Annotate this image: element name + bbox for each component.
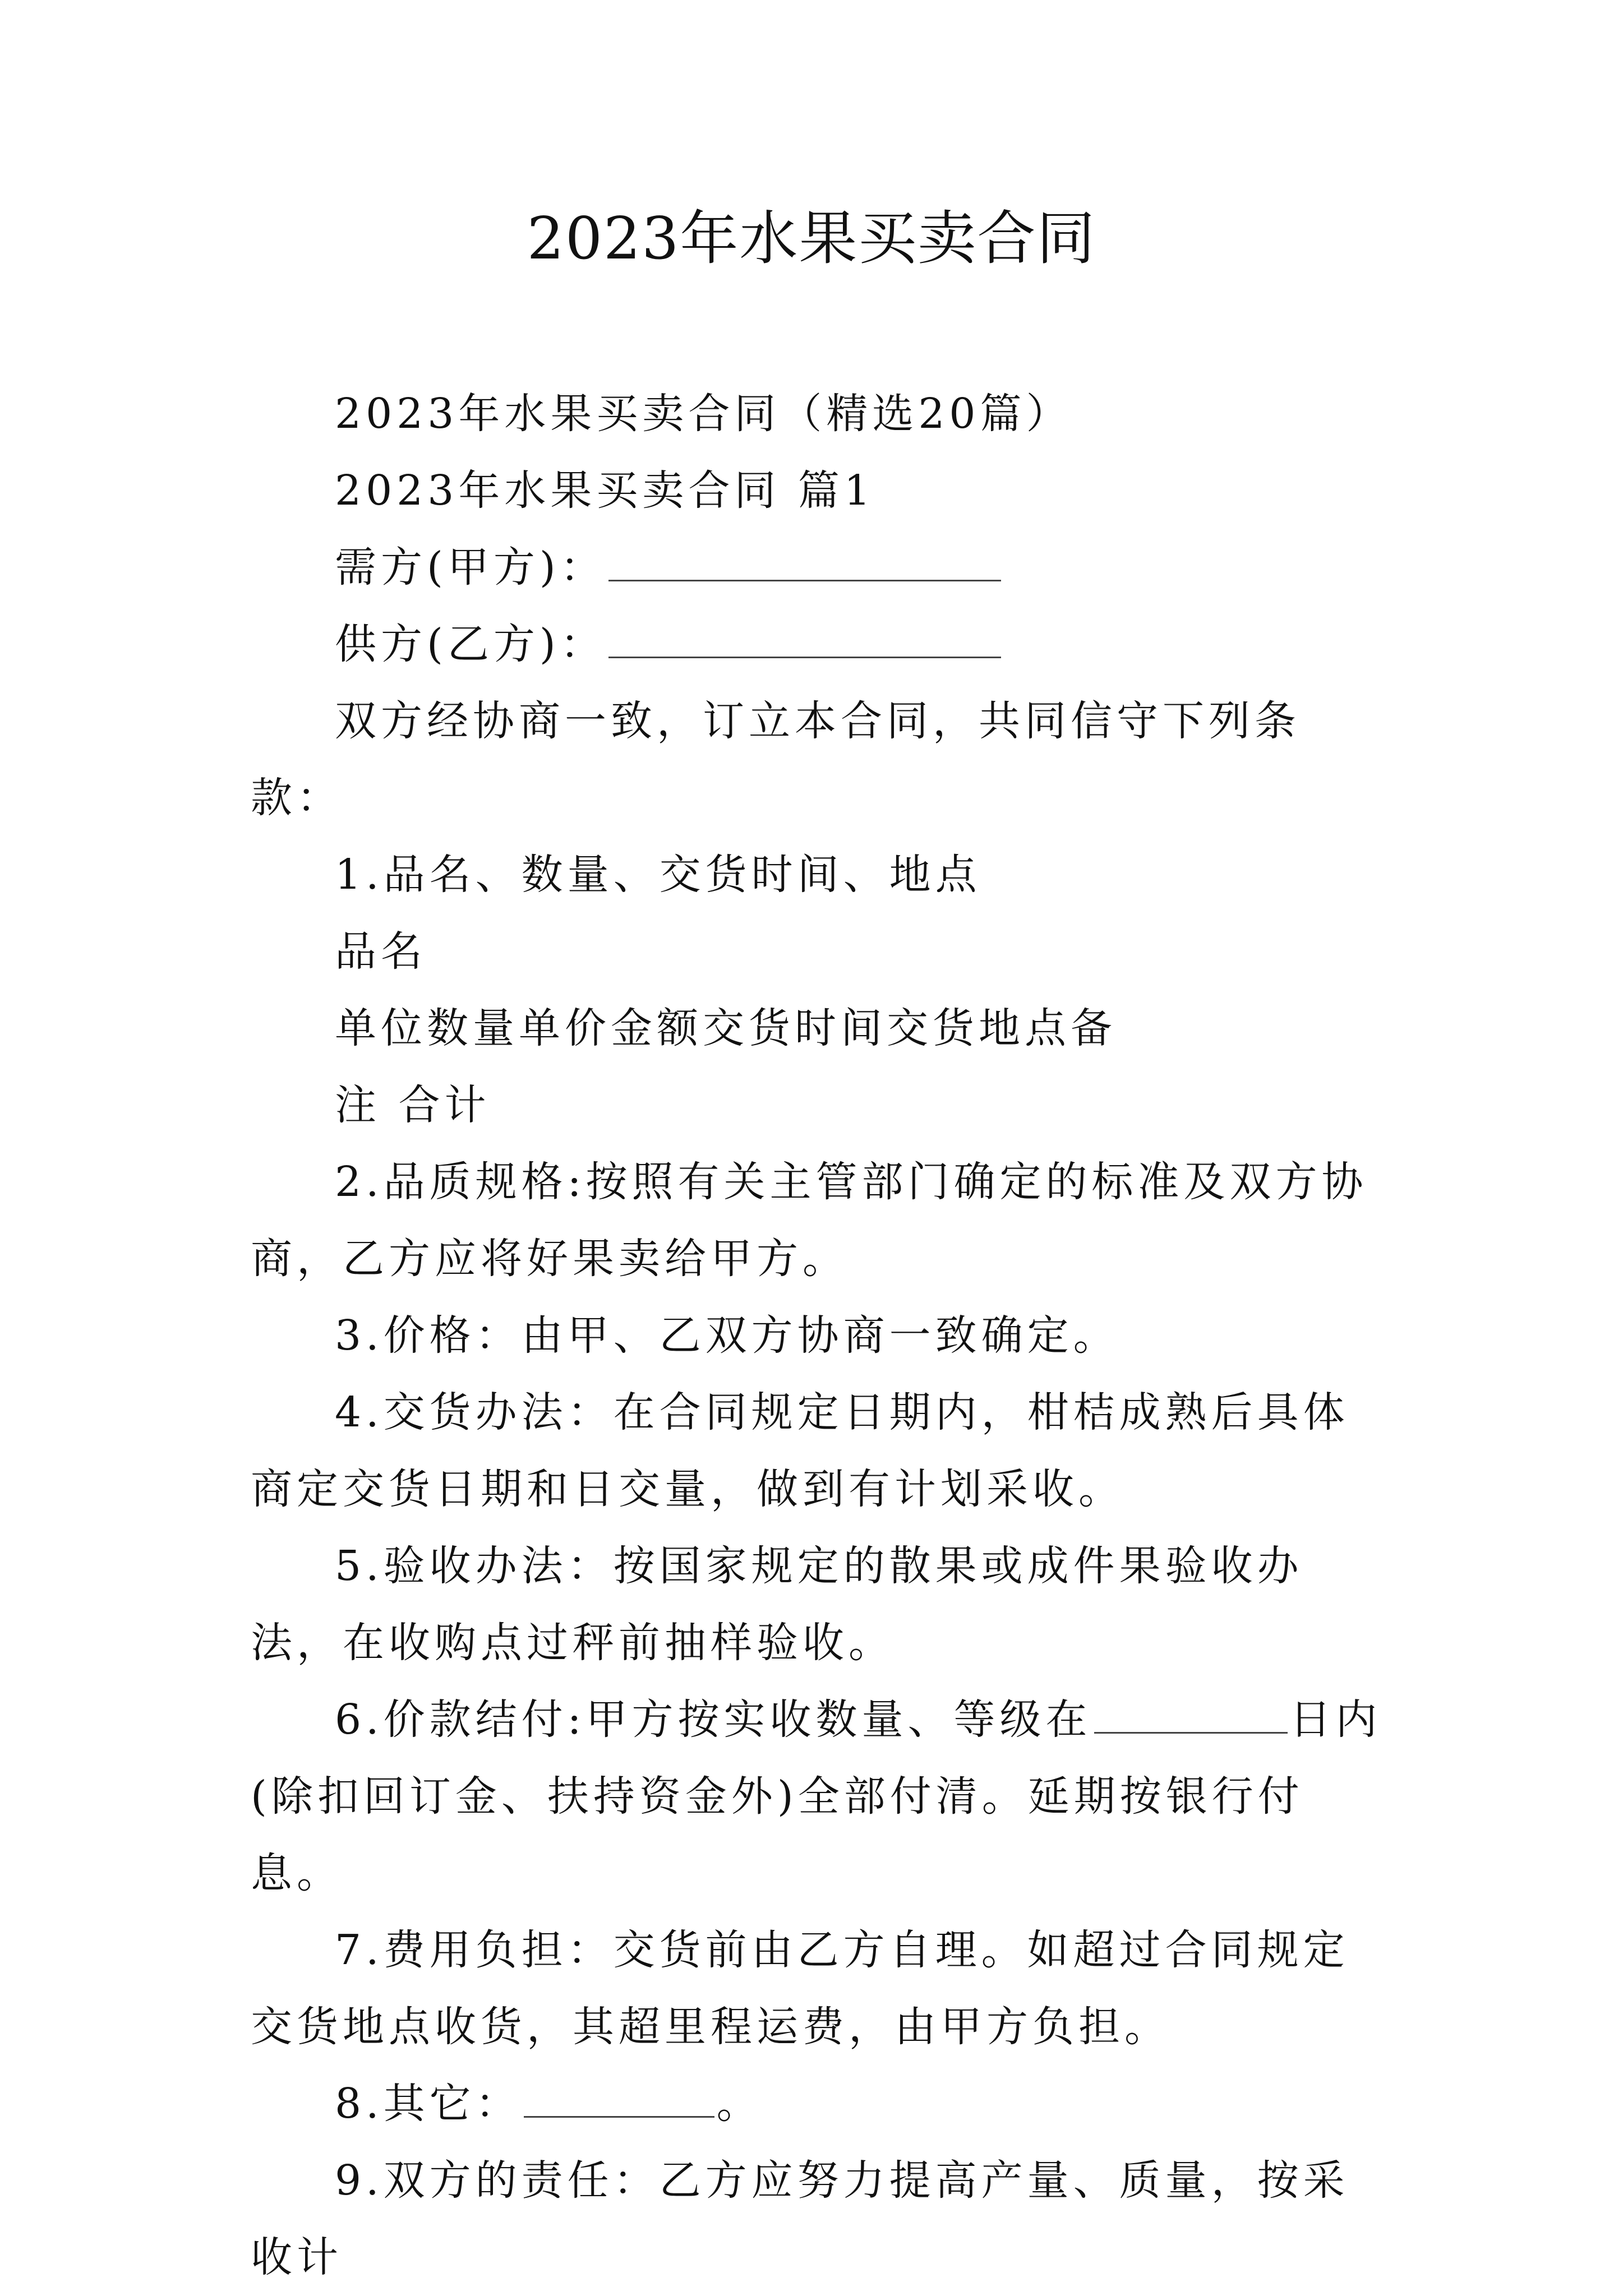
clause-8-blank <box>524 2105 714 2118</box>
party-b-line <box>251 606 1384 683</box>
clause-8 <box>251 2066 1384 2142</box>
party-a-line <box>251 529 1384 606</box>
clause-8-before: 8.其它： <box>335 2080 522 2128</box>
document-title: 2023年水果买卖合同 <box>527 204 1096 272</box>
clause-6-after: 日内(除扣回订金、扶持资金外)全部付清。延期按银行付息。 <box>251 1696 1382 1897</box>
clause-2: 2.品质规格:按照有关主管部门确定的标准及双方协商，乙方应将好果卖给甲方。 <box>251 1158 1368 1283</box>
subtitle: 2023年水果买卖合同（精选20篇） <box>335 390 1072 438</box>
document-body <box>251 376 1384 2296</box>
clause-8-after: 。 <box>716 2080 763 2128</box>
intro-paragraph: 双方经协商一致，订立本合同，共同信守下列条款： <box>251 697 1301 822</box>
clause-1-row-2: 单位数量单价金额交货时间交货地点备 <box>335 1004 1117 1052</box>
clause-3: 3.价格：由甲、乙双方协商一致确定。 <box>335 1311 1119 1360</box>
clause-1-row-3: 注 合计 <box>335 1081 491 1129</box>
party-b-blank <box>608 645 1001 658</box>
section-heading: 2023年水果买卖合同 篇1 <box>335 466 875 515</box>
party-b-label: 供方(乙方)： <box>335 620 606 668</box>
clause-5: 5.验收办法：按国家规定的散果或成件果验收办法，在收购点过秤前抽样验收。 <box>251 1542 1303 1667</box>
clause-7: 7.费用负担：交货前由乙方自理。如超过合同规定交货地点收货，其超里程运费，由甲方负担。 <box>251 1926 1349 2051</box>
clause-1: 1.品名、数量、交货时间、地点 <box>335 851 981 899</box>
clause-6 <box>251 1681 1384 1912</box>
party-a-blank <box>608 569 1001 581</box>
party-a-label: 需方(甲方)： <box>335 543 606 592</box>
clause-9: 9.双方的责任：乙方应努力提高产量、质量，按采收计 <box>251 2156 1349 2281</box>
clause-6-before: 6.价款结付:甲方按实收数量、等级在 <box>335 1696 1092 1744</box>
clause-6-blank <box>1094 1721 1288 1734</box>
clause-4: 4.交货办法：在合同规定日期内，柑桔成熟后具体商定交货日期和日交量，做到有计划采收。 <box>251 1388 1349 1513</box>
clause-1-row-1: 品名 <box>335 927 427 976</box>
